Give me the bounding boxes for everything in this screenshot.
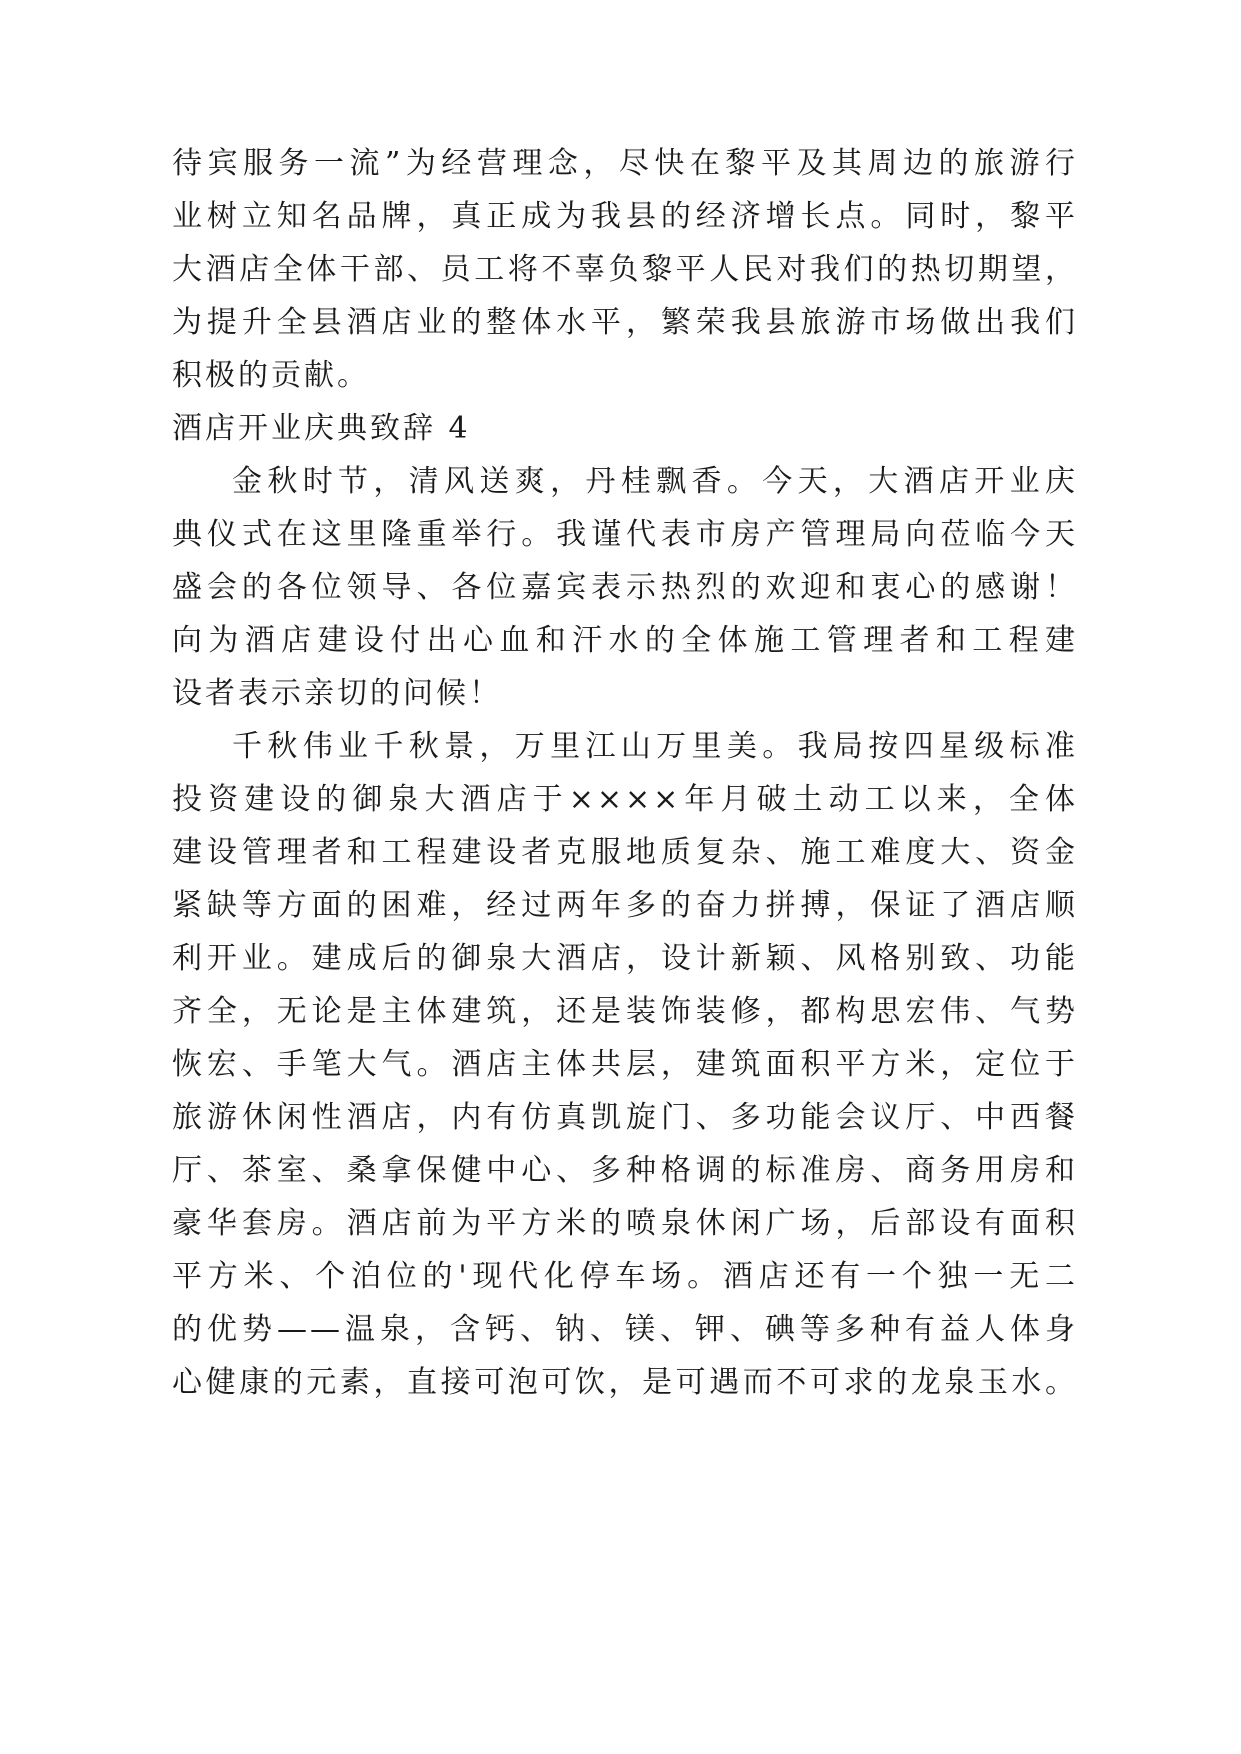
text-line: 待宾服务一流”为经营理念，尽快在黎平及其周边的旅游行 — [172, 146, 1078, 181]
text-line: 恢宏、手笔大气。酒店主体共层，建筑面积平方米，定位于 — [172, 1047, 1078, 1082]
text-line: 心健康的元素，直接可泡可饮，是可遇而不可求的龙泉玉水。 — [172, 1365, 1078, 1400]
text-line: 金秋时节，清风送爽，丹桂飘香。今天，大酒店开业庆 — [232, 464, 1078, 499]
text-line: 利开业。建成后的御泉大酒店，设计新颖、风格别致、功能 — [172, 941, 1078, 976]
text-line: 典仪式在这里隆重举行。我谨代表市房产管理局向莅临今天 — [172, 517, 1078, 552]
text-line: 旅游休闲性酒店，内有仿真凯旋门、多功能会议厅、中西餐 — [172, 1100, 1078, 1135]
text-line: 积极的贡献。 — [172, 358, 370, 393]
text-line: 建设管理者和工程建设者克服地质复杂、施工难度大、资金 — [172, 835, 1078, 870]
text-line: 齐全，无论是主体建筑，还是装饰装修，都构思宏伟、气势 — [172, 994, 1078, 1029]
text-line: 盛会的各位领导、各位嘉宾表示热烈的欢迎和衷心的感谢！ — [172, 570, 1078, 605]
paragraph-2 — [172, 720, 1241, 1409]
text-line: 向为酒店建设付出心血和汗水的全体施工管理者和工程建 — [172, 623, 1078, 658]
text-line: 豪华套房。酒店前为平方米的喷泉休闲广场，后部设有面积 — [172, 1206, 1078, 1241]
text-line: 厅、茶室、桑拿保健中心、多种格调的标准房、商务用房和 — [172, 1153, 1078, 1188]
text-line: 大酒店全体干部、员工将不辜负黎平人民对我们的热切期望， — [172, 252, 1078, 287]
text-line: 业树立知名品牌，真正成为我县的经济增长点。同时，黎平 — [172, 199, 1078, 234]
text-line: 设者表示亲切的问候！ — [172, 676, 502, 711]
text-line: 千秋伟业千秋景，万里江山万里美。我局按四星级标准 — [232, 729, 1078, 764]
text-line: 平方米、个泊位的'现代化停车场。酒店还有一个独一无二 — [172, 1259, 1078, 1294]
text-line: 投资建设的御泉大酒店于××××年月破土动工以来，全体 — [172, 782, 1078, 817]
paragraph-continuation — [172, 137, 1241, 402]
text-line: 为提升全县酒店业的整体水平，繁荣我县旅游市场做出我们 — [172, 305, 1078, 340]
text-line: 的优势——温泉，含钙、钠、镁、钾、碘等多种有益人体身 — [172, 1312, 1078, 1347]
paragraph-1 — [172, 455, 1241, 720]
text-line: 紧缺等方面的困难，经过两年多的奋力拼搏，保证了酒店顺 — [172, 888, 1078, 923]
section-heading: 酒店开业庆典致辞 4 — [172, 411, 471, 446]
